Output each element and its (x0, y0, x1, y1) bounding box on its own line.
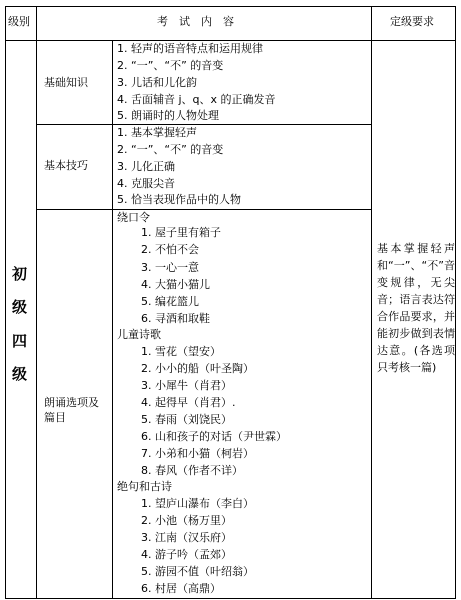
table-bottom-border (5, 598, 455, 599)
table-left-border (5, 6, 6, 599)
skills-item: 4. 克服尖音 (117, 177, 175, 190)
tongue-twister-item: 3. 一心一意 (141, 261, 199, 274)
skills-item: 1. 基本掌握轻声 (117, 126, 197, 139)
table-right-border (455, 6, 456, 599)
knowledge-item: 3. 儿话和儿化韵 (117, 76, 197, 89)
classic-poem-item: 5. 游园不值（叶绍翁） (141, 565, 254, 578)
classic-poem-item: 1. 望庐山瀑布（李白） (141, 497, 254, 510)
tongue-twister-item: 1. 屋子里有箱子 (141, 226, 221, 239)
row2-bottom-border (36, 209, 371, 210)
children-poem-item: 2. 小小的船（叶圣陶） (141, 362, 254, 375)
skills-item: 3. 儿化正确 (117, 160, 175, 173)
subsection-title-classic-poems: 绝句和古诗 (117, 480, 172, 493)
header-level: 级别 (8, 15, 30, 28)
grade-char-1: 初 (12, 265, 28, 283)
children-poem-item: 5. 春雨（刘饶民） (141, 413, 232, 426)
knowledge-item: 5. 朗诵时的人物处理 (117, 109, 219, 122)
grade-char-4: 级 (12, 365, 28, 383)
children-poem-item: 4. 起得早（肖君）. (141, 396, 236, 409)
classic-poem-item: 4. 游子吟（孟郊） (141, 548, 232, 561)
level-column-border (36, 6, 37, 599)
children-poem-item: 3. 小犀牛（肖君） (141, 379, 232, 392)
subsection-title-tongue-twisters: 绕口令 (117, 211, 150, 224)
tongue-twister-item: 2. 不怕不会 (141, 243, 199, 256)
knowledge-item: 1. 轻声的语音特点和运用规律 (117, 42, 263, 55)
classic-poem-item: 3. 江南（汉乐府） (141, 531, 232, 544)
table-top-border (5, 6, 455, 7)
children-poem-item: 8. 春风（作者不详） (141, 464, 243, 477)
subsection-title-children-poems: 儿童诗歌 (117, 328, 161, 341)
skills-item: 5. 恰当表现作品中的人物 (117, 193, 241, 206)
header-requirement: 定级要求 (390, 15, 434, 28)
grade-char-3: 四 (12, 332, 28, 350)
skills-item: 2. “一”、“不” 的音变 (117, 143, 224, 156)
grade-char-2: 级 (12, 298, 28, 316)
knowledge-item: 2. “一”、“不” 的音变 (117, 59, 224, 72)
children-poem-item: 1. 雪花（望安） (141, 345, 221, 358)
category-basic-skills: 基本技巧 (44, 159, 88, 172)
category-basic-knowledge: 基础知识 (44, 76, 88, 89)
tongue-twister-item: 6. 寻酒和取鞋 (141, 312, 210, 325)
classic-poem-item: 6. 村居（高鼎） (141, 582, 221, 595)
category-column-border (112, 40, 113, 599)
category-recitation-line1: 朗诵选项及 (44, 396, 99, 409)
requirement-text: 基本掌握轻声和“一”、“不”音变规律，无尖音；语言表达符合作品要求，并能初步做到表情达意。(各选项只考核一篇) (377, 242, 455, 374)
tongue-twister-item: 4. 大猫小猫儿 (141, 278, 210, 291)
header-bottom-border (5, 40, 455, 41)
children-poem-item: 6. 山和孩子的对话（尹世霖） (141, 430, 287, 443)
content-column-border (371, 6, 372, 599)
tongue-twister-item: 5. 编花篮儿 (141, 295, 199, 308)
header-content: 考 试 内 容 (157, 15, 234, 28)
classic-poem-item: 2. 小池（杨万里） (141, 514, 232, 527)
knowledge-item: 4. 舌面辅音 j、q、x 的正确发音 (117, 93, 276, 106)
category-recitation-line2: 篇目 (44, 411, 66, 424)
children-poem-item: 7. 小弟和小猫（柯岩） (141, 447, 254, 460)
row1-bottom-border (36, 124, 371, 125)
